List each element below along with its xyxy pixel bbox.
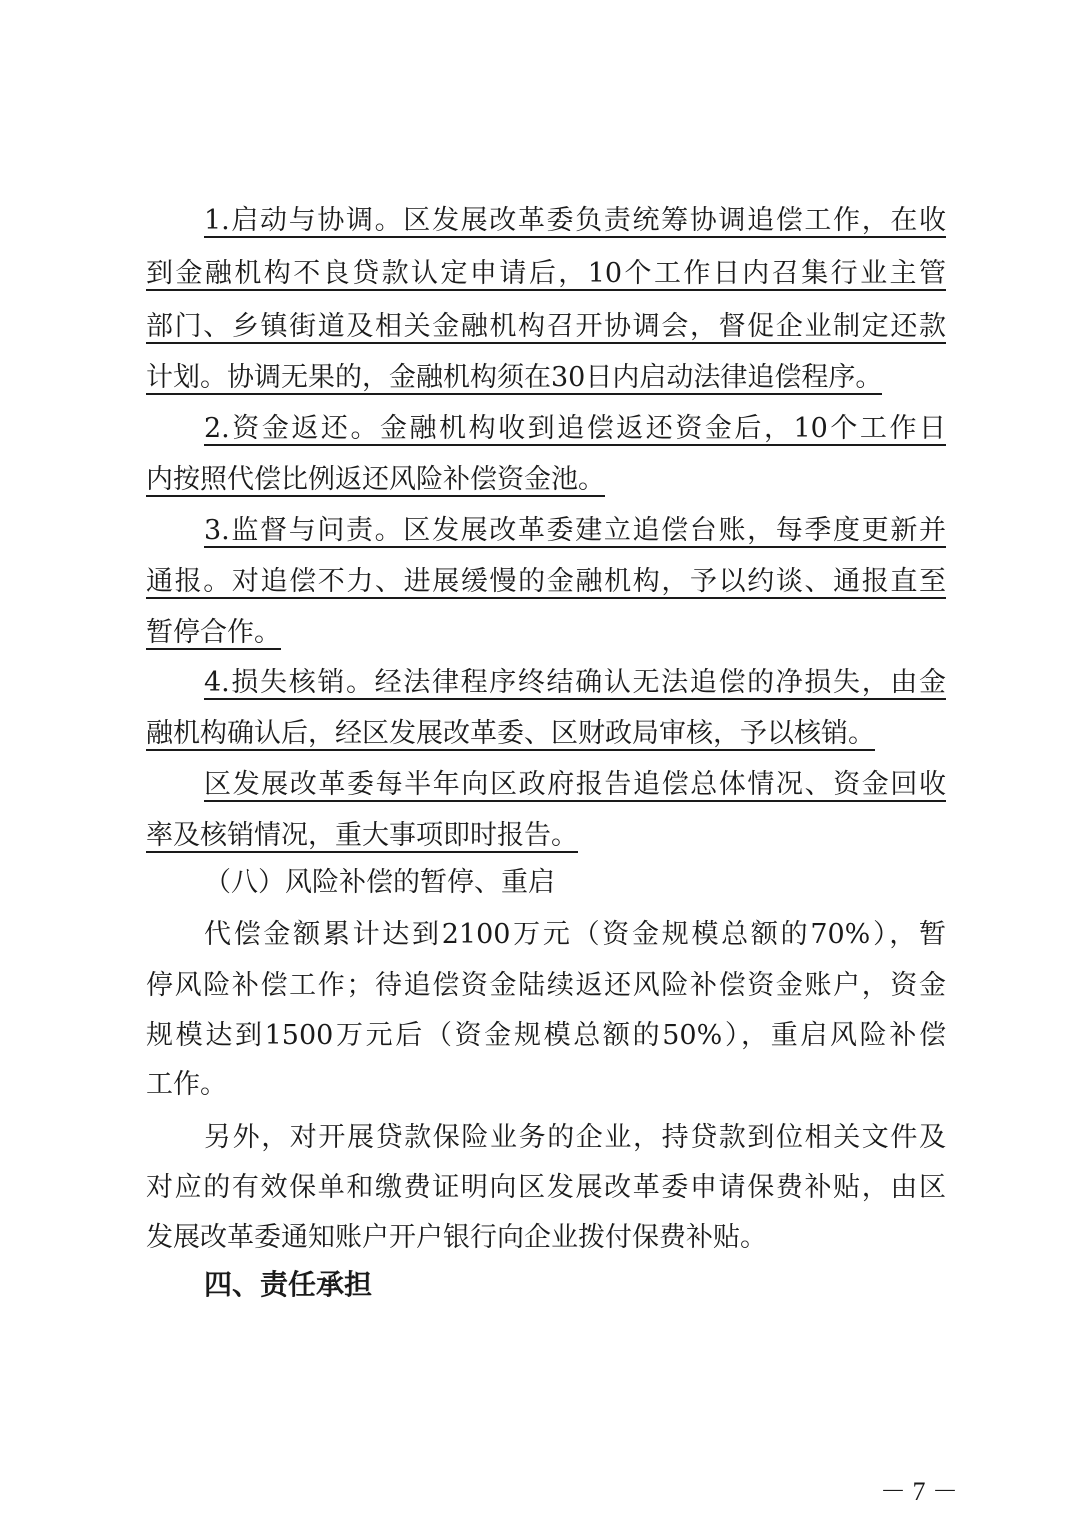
- para-5-line-2: 率及核销情况，重大事项即时报告。: [146, 820, 578, 851]
- para-1-line-3: 部门、乡镇街道及相关金融机构召开协调会，督促企业制定还款: [146, 311, 946, 342]
- para-5-line-1: 区发展改革委每半年向区政府报告追偿总体情况、资金回收: [204, 769, 946, 800]
- para-1-line-2: 到金融机构不良贷款认定申请后，10个工作日内召集行业主管: [146, 258, 946, 289]
- para-6-line-2: 停风险补偿工作；待追偿资金陆续返还风险补偿资金账户，资金: [146, 970, 946, 1001]
- subsection-heading-8: （八）风险补偿的暂停、重启: [204, 867, 555, 898]
- para-3-line-1: 3.监督与问责。区发展改革委建立追偿台账，每季度更新并: [204, 515, 946, 546]
- para-7-line-2: 对应的有效保单和缴费证明向区发展改革委申请保费补贴，由区: [146, 1172, 946, 1203]
- para-1-line-1: 1.启动与协调。区发展改革委负责统筹协调追偿工作，在收: [204, 205, 946, 236]
- para-7-line-3: 发展改革委通知账户开户银行向企业拨付保费补贴。: [146, 1222, 767, 1253]
- para-1-line-4: 计划。协调无果的，金融机构须在30日内启动法律追偿程序。: [146, 362, 883, 393]
- para-6-line-1: 代偿金额累计达到2100万元（资金规模总额的70%），暂: [204, 919, 946, 950]
- para-6-line-3: 规模达到1500万元后（资金规模总额的50%），重启风险补偿: [146, 1020, 946, 1051]
- para-6-line-4: 工作。: [146, 1069, 227, 1100]
- para-3-line-3: 暂停合作。: [146, 617, 281, 648]
- para-4-line-2: 融机构确认后，经区发展改革委、区财政局审核，予以核销。: [146, 718, 875, 749]
- section-heading-4: 四、责任承担: [204, 1268, 373, 1301]
- para-2-line-1: 2.资金返还。金融机构收到追偿返还资金后，10个工作日: [204, 413, 946, 444]
- page-number: － 7 －: [880, 1477, 959, 1506]
- para-2-line-2: 内按照代偿比例返还风险补偿资金池。: [146, 464, 605, 495]
- para-3-line-2: 通报。对追偿不力、进展缓慢的金融机构，予以约谈、通报直至: [146, 566, 946, 597]
- para-7-line-1: 另外，对开展贷款保险业务的企业，持贷款到位相关文件及: [204, 1122, 946, 1153]
- para-4-line-1: 4.损失核销。经法律程序终结确认无法追偿的净损失，由金: [204, 667, 946, 698]
